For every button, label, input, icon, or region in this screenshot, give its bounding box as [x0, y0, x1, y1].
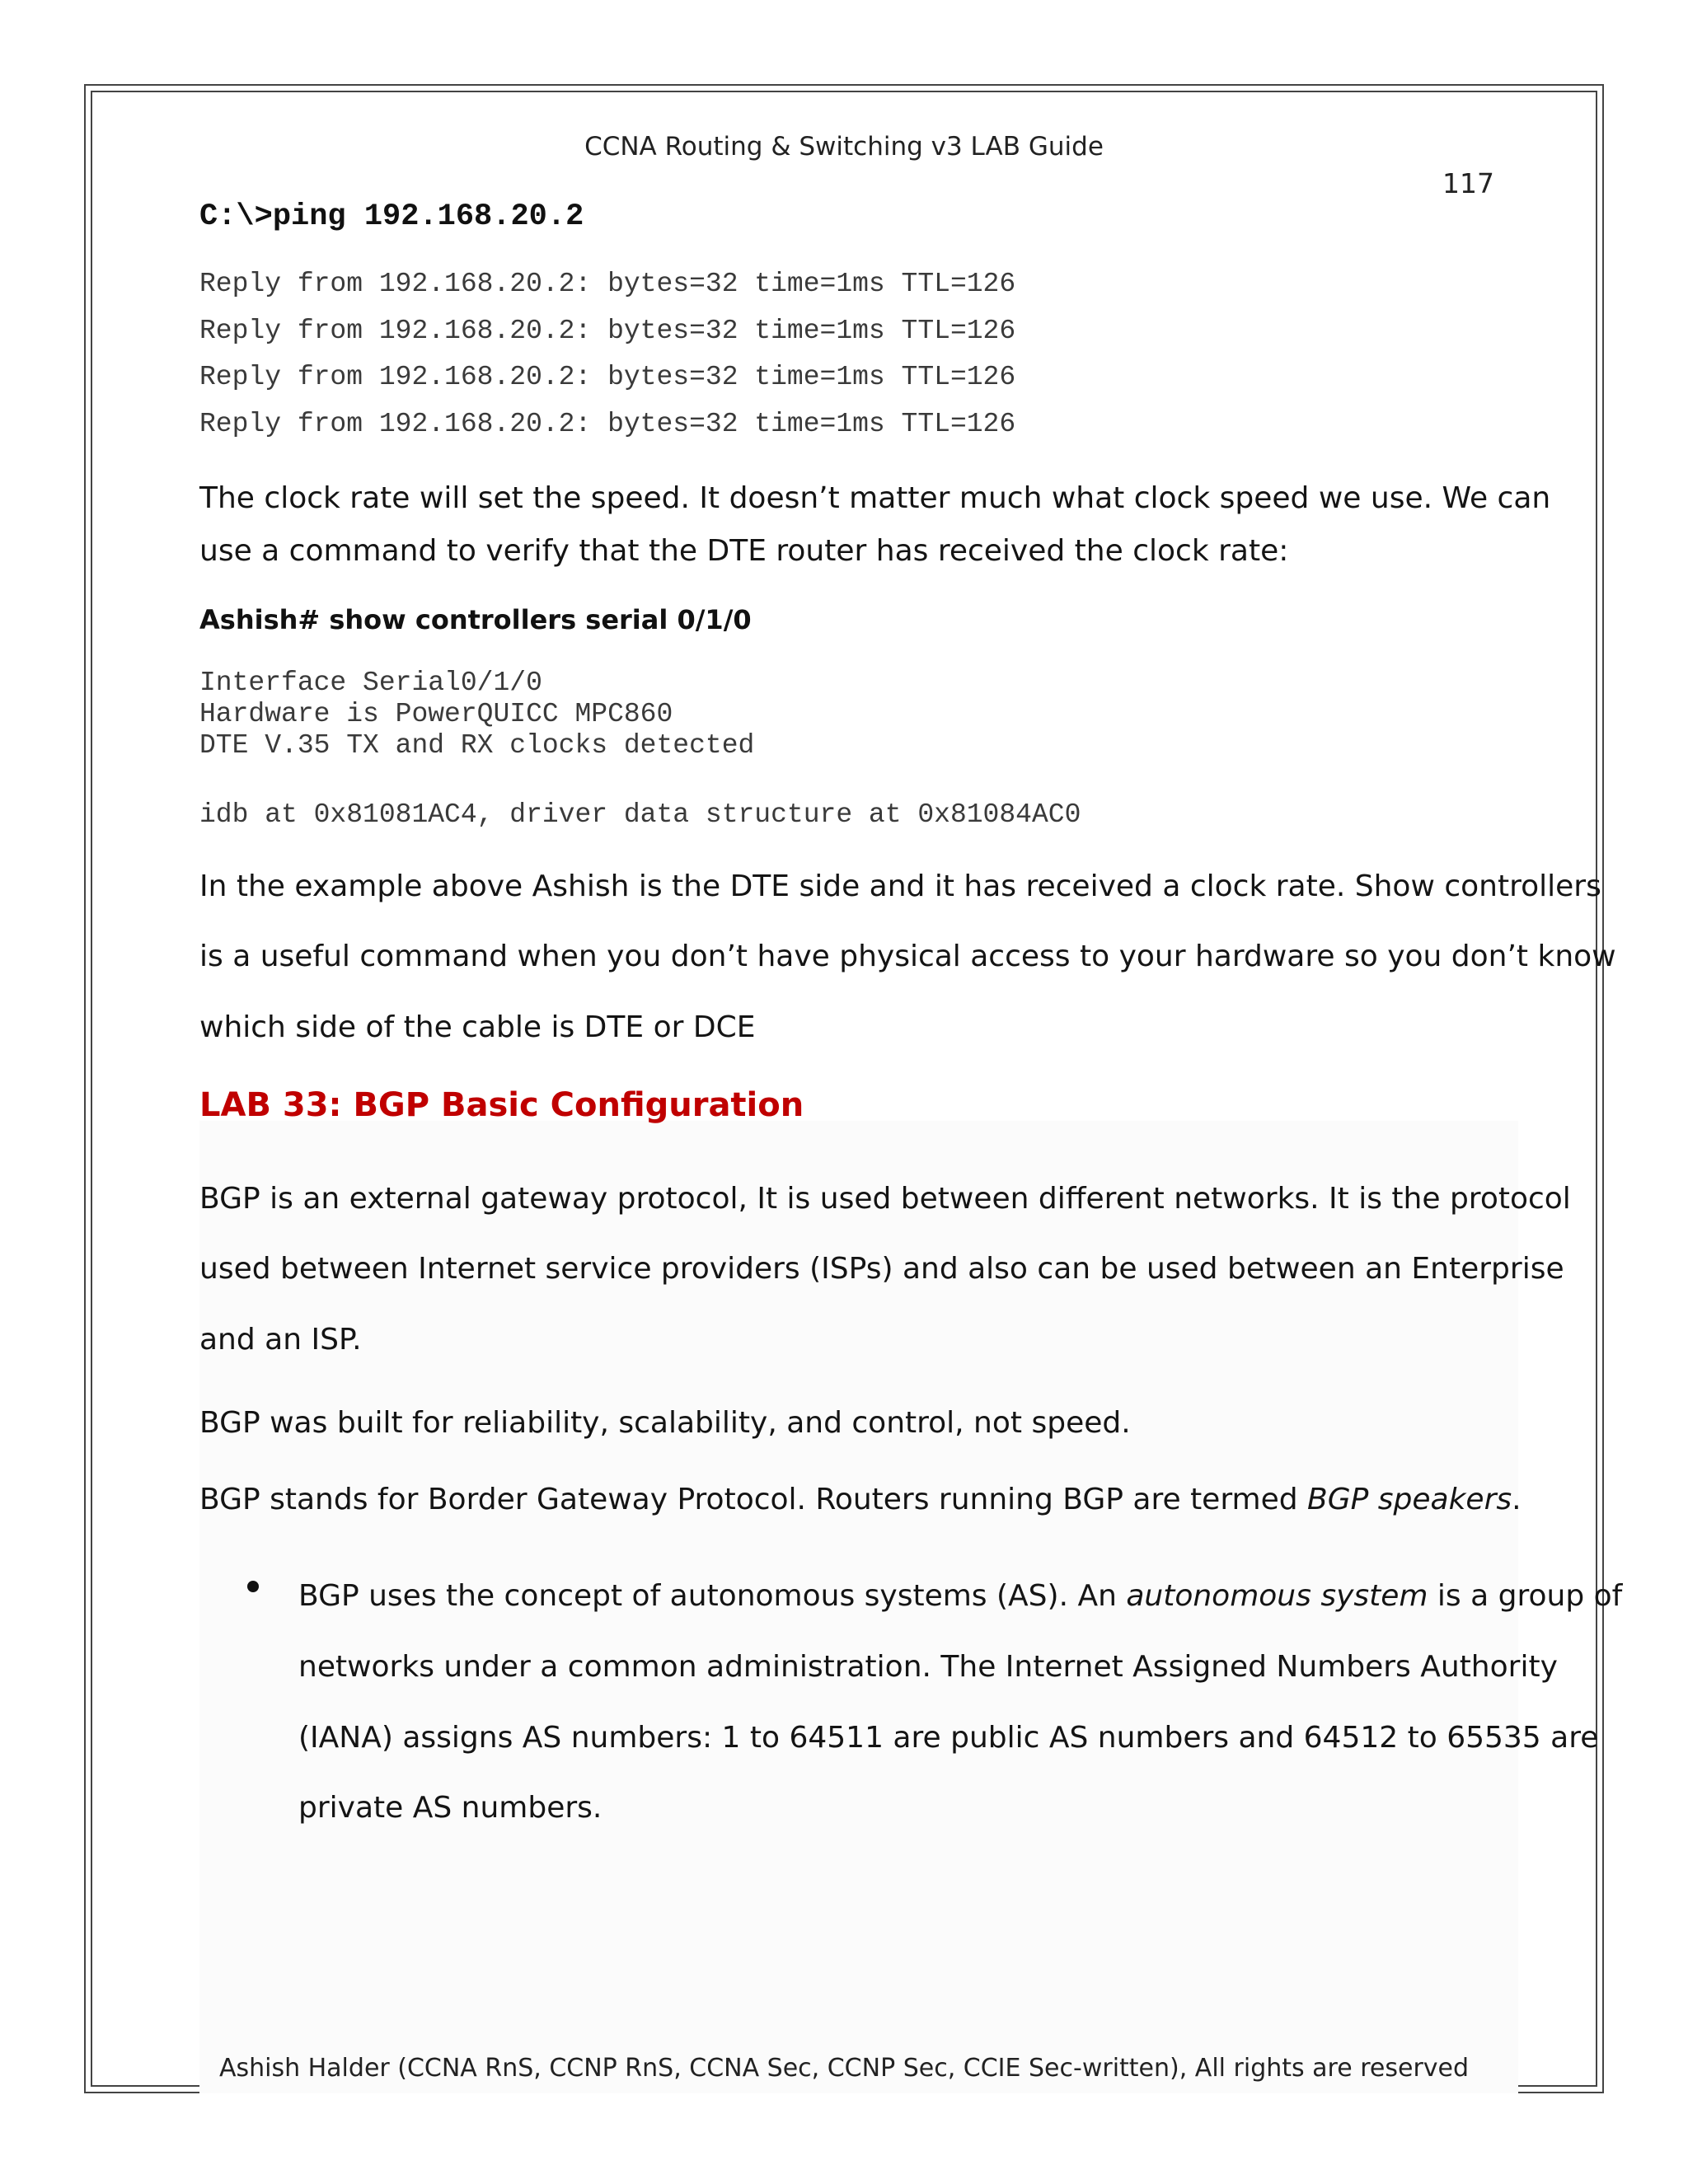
paragraph-line: and an ISP.	[199, 1323, 362, 1357]
text-run: .	[1512, 1483, 1522, 1516]
bullet-line: networks under a common administration. The Internet Assigned Numbers Authority	[298, 1650, 1558, 1684]
paragraph-line: is a useful command when you don’t have physical access to your hardware so you don’t know	[199, 940, 1616, 973]
controller-output-line: Interface Serial0/1/0	[199, 668, 542, 698]
ping-reply: Reply from 192.168.20.2: bytes=32 time=1ms TTL=126	[199, 409, 1016, 439]
page-header: CCNA Routing & Switching v3 LAB Guide	[584, 132, 1104, 162]
show-controllers-command: Ashish# show controllers serial 0/1/0	[199, 604, 752, 635]
ping-reply: Reply from 192.168.20.2: bytes=32 time=1ms TTL=126	[199, 269, 1016, 299]
paragraph-line: In the example above Ashish is the DTE side and it has received a clock rate. Show controllers	[199, 869, 1601, 903]
page-footer: Ashish Halder (CCNA RnS, CCNP RnS, CCNA Sec, CCNP Sec, CCIE Sec-written), All rights are reserved	[218, 2054, 1470, 2083]
paragraph-line: The clock rate will set the speed. It doesn’t matter much what clock speed we use. We can	[199, 481, 1551, 515]
controller-output-line: idb at 0x81081AC4, driver data structure at 0x81084AC0	[199, 799, 1081, 830]
page-number: 117	[1442, 167, 1494, 199]
italic-term: autonomous system	[1126, 1579, 1428, 1613]
italic-term: BGP speakers	[1307, 1483, 1512, 1516]
paragraph-line: which side of the cable is DTE or DCE	[199, 1010, 756, 1044]
paragraph-line: used between Internet service providers (ISPs) and also can be used between an Enterprise	[199, 1252, 1564, 1286]
paragraph-line: use a command to verify that the DTE router has received the clock rate:	[199, 534, 1289, 568]
bullet-line: (IANA) assigns AS numbers: 1 to 64511 are public AS numbers and 64512 to 65535 are	[298, 1721, 1599, 1755]
ping-command: C:\>ping 192.168.20.2	[199, 199, 584, 234]
paragraph-line: BGP was built for reliability, scalability, and control, not speed.	[199, 1406, 1131, 1440]
lab-heading: LAB 33: BGP Basic Configuration	[199, 1086, 804, 1124]
text-run: BGP stands for Border Gateway Protocol. Routers running BGP are termed	[199, 1483, 1308, 1516]
bullet-icon	[247, 1581, 259, 1592]
bgp-stands-paragraph	[199, 1483, 1522, 1516]
controller-output-line: DTE V.35 TX and RX clocks detected	[199, 730, 755, 761]
ping-reply: Reply from 192.168.20.2: bytes=32 time=1ms TTL=126	[199, 316, 1016, 346]
bullet-line	[298, 1579, 1622, 1613]
paragraph-line: BGP is an external gateway protocol, It is used between different networks. It is the protocol	[199, 1182, 1571, 1216]
bullet-line: private AS numbers.	[298, 1791, 603, 1825]
controller-output-line: Hardware is PowerQUICC MPC860	[199, 699, 673, 729]
ping-reply: Reply from 192.168.20.2: bytes=32 time=1ms TTL=126	[199, 362, 1016, 392]
text-run: BGP uses the concept of autonomous systems (AS). An	[298, 1579, 1127, 1613]
text-run: is a group of	[1428, 1579, 1623, 1613]
